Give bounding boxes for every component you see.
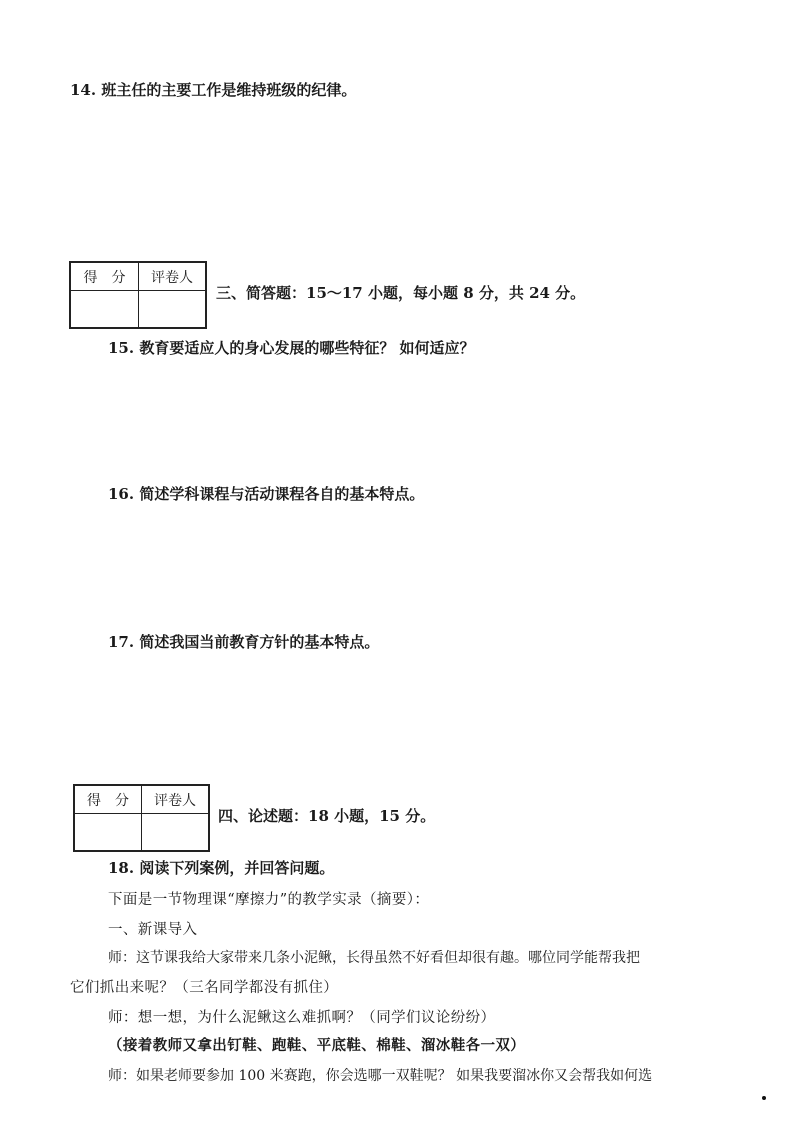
- case-line-6: （接着教师又拿出钉鞋、跑鞋、平底鞋、棉鞋、溜冰鞋各一双）: [108, 1037, 526, 1054]
- question-16: 16. 简述学科课程与活动课程各自的基本特点。: [108, 485, 425, 503]
- case-line-5: 师：想一想，为什么泥鳅这么难抓啊？（同学们议论纷纷）: [108, 1010, 496, 1026]
- score-cell: [74, 814, 142, 852]
- question-15: 15. 教育要适应人的身心发展的哪些特征？ 如何适应？: [108, 339, 475, 357]
- section-4-heading: 四、论述题：18 小题，15 分。: [218, 807, 436, 825]
- page-dot: [762, 1096, 766, 1100]
- case-line-2: 一、新课导入: [108, 922, 198, 938]
- score-box-2: [73, 784, 210, 852]
- case-line-3: 师：这节课我给大家带来几条小泥鳅，长得虽然不好看但却很有趣。哪位同学能帮我把: [108, 950, 640, 966]
- score-box-1: [69, 261, 207, 329]
- grader-cell: [142, 814, 210, 852]
- score-label: 得 分: [74, 785, 142, 814]
- question-14: 14. 班主任的主要工作是维持班级的纪律。: [70, 81, 357, 99]
- score-cell: [70, 291, 139, 329]
- grader-label: 评卷人: [142, 785, 210, 814]
- grader-label: 评卷人: [139, 262, 207, 291]
- grader-cell: [139, 291, 207, 329]
- case-line-7: 师：如果老师要参加 100 米赛跑，你会选哪一双鞋呢？ 如果我要溜冰你又会帮我如何选: [108, 1068, 653, 1084]
- case-line-4: 它们抓出来呢？（三名同学都没有抓住）: [70, 980, 339, 996]
- question-17: 17. 简述我国当前教育方针的基本特点。: [108, 633, 380, 651]
- section-3-heading: 三、简答题：15～17 小题，每小题 8 分，共 24 分。: [216, 284, 586, 302]
- score-label: 得 分: [70, 262, 139, 291]
- question-18-intro: 18. 阅读下列案例，并回答问题。: [108, 859, 335, 877]
- case-line-1: 下面是一节物理课“摩擦力”的教学实录（摘要）：: [108, 892, 430, 908]
